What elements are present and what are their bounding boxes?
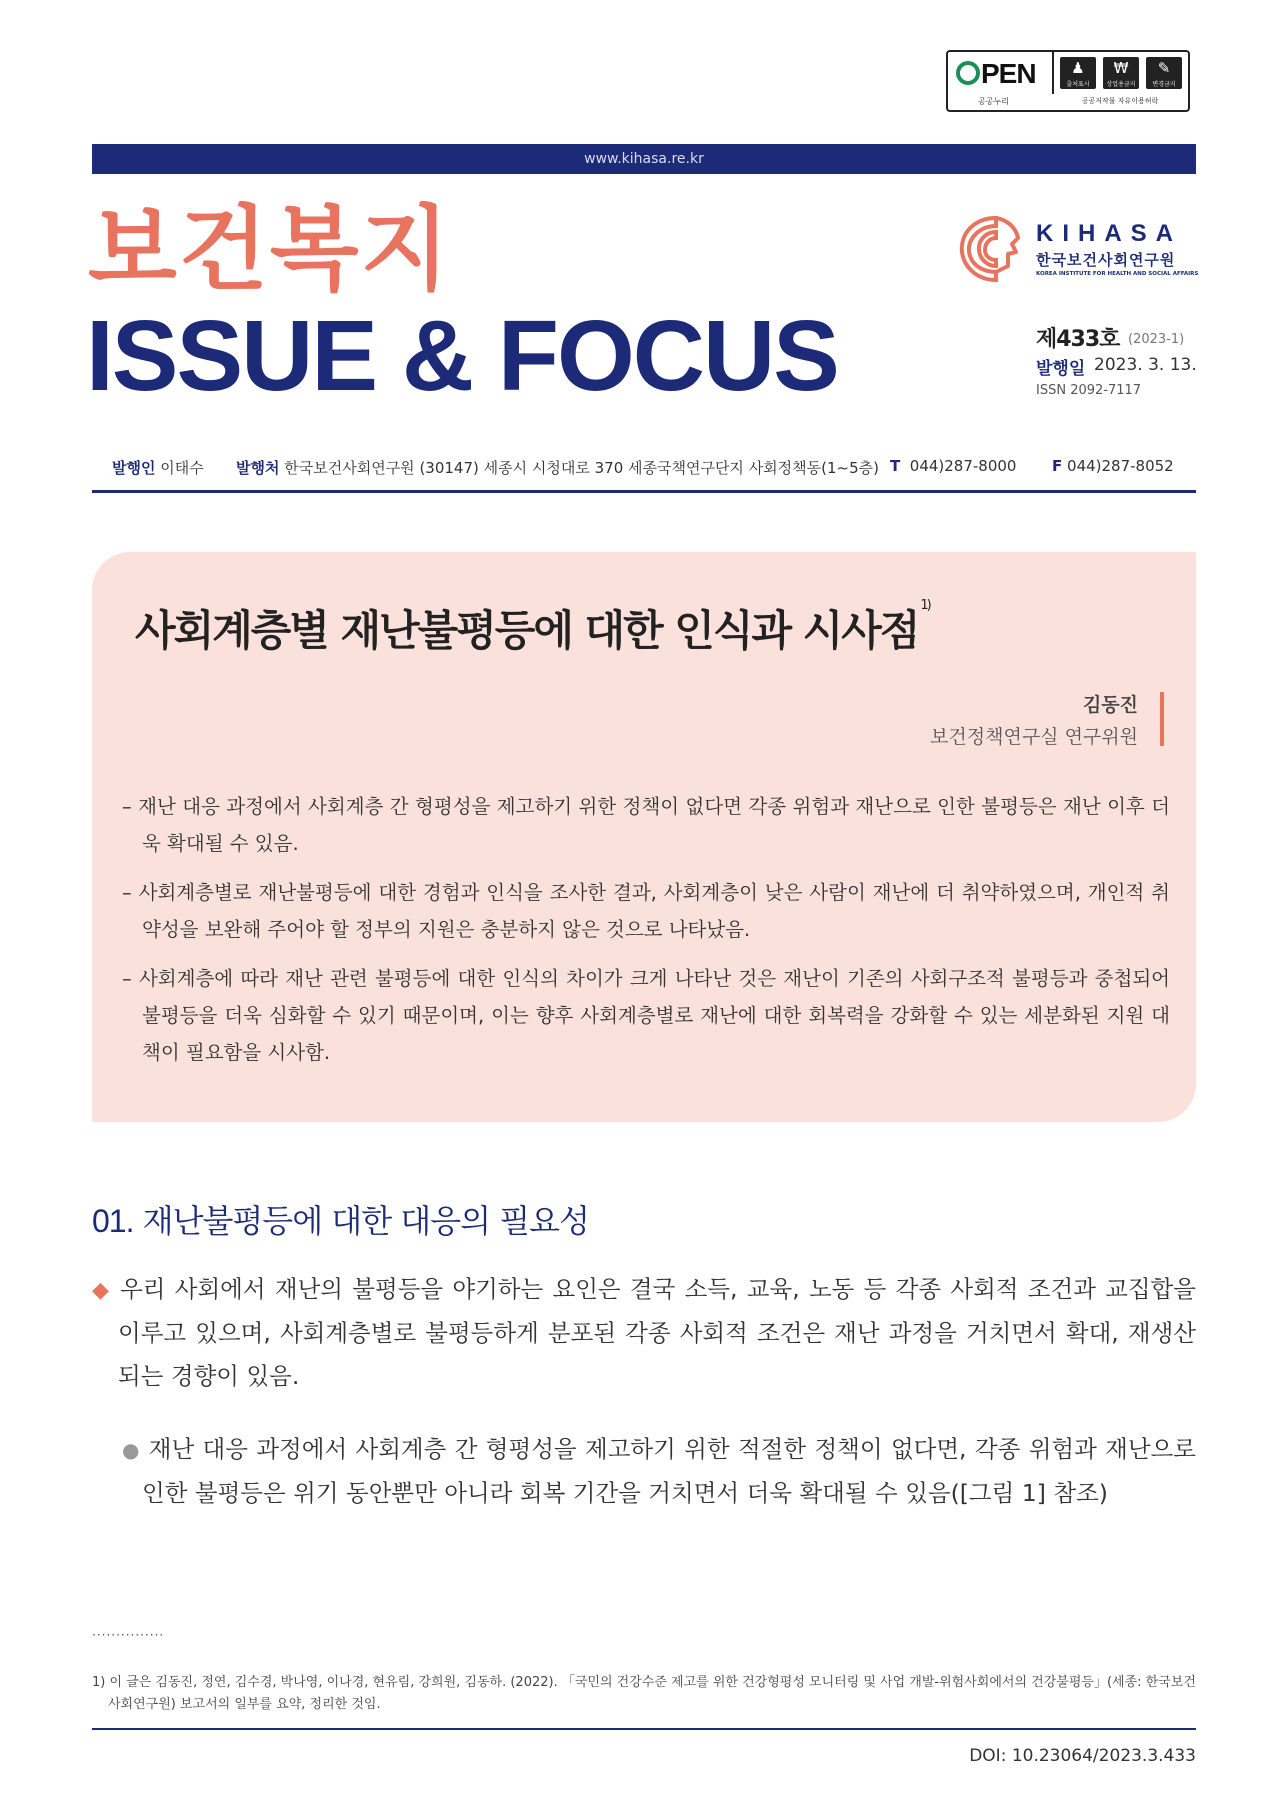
diamond-bullet-icon: ◆ xyxy=(92,1278,111,1303)
noncommercial-icon: ₩ 상업용금지 xyxy=(1103,57,1139,89)
publication-title-korean: 보건복지 xyxy=(88,196,452,303)
kihasa-head-logo-icon xyxy=(956,214,1024,284)
footnote: 1) 이 글은 김동진, 정연, 김수경, 박나영, 이나경, 현유림, 강희원, 김동하. (2022). 「국민의 건강수준 제고를 위한 건강형평성 모니터링 및 사업 개발-위험사회에서의 건강불평등」(세종: 한국보건사회연구원) 보고서의 일부를 요약, 정리한 것임. xyxy=(92,1675,1196,1712)
summary-item: – 사회계층에 따라 재난 관련 불평등에 대한 인식의 차이가 크게 나타난 것은 재난이 기존의 사회구조적 불평등과 중첩되어 불평등을 더욱 심화할 수 있기 때문이며, 이는 향후 사회계층별로 재난에 대한 회복력을 강화할 수 있는 세분화된 지원 대책이 필요함을 시사함. xyxy=(122,967,1170,1064)
dot-bullet-icon: ● xyxy=(122,1438,141,1462)
summary-item: – 사회계층별로 재난불평등에 대한 경험과 인식을 조사한 결과, 사회계층이 낮은 사람이 재난에 더 취약하였으며, 개인적 취약성을 보완해 주어야 할 정부의 지원은 충분하지 않은 것으로 나타났음. xyxy=(122,881,1170,941)
office-info xyxy=(236,457,879,478)
section-number: 01. xyxy=(92,1203,134,1239)
issue-sub-number: (2023-1) xyxy=(1128,332,1185,347)
open-o-icon xyxy=(956,61,980,85)
org-name-english-full: KOREA INSTITUTE FOR HEALTH AND SOCIAL AFFAIRS xyxy=(1036,271,1199,277)
pub-date: 2023. 3. 13. xyxy=(1094,355,1197,375)
summary-item: – 재난 대응 과정에서 사회계층 간 형평성을 제고하기 위한 정책이 없다면 각종 위험과 재난으로 인한 불평등은 재난 이후 더욱 확대될 수 있음. xyxy=(122,795,1170,855)
site-url[interactable]: www.kihasa.re.kr xyxy=(584,151,704,167)
issue-number: 제433호 xyxy=(1036,327,1120,352)
org-name-english: KIHASA xyxy=(1036,220,1183,247)
pub-date-label: 발행일 xyxy=(1036,359,1086,379)
open-sub-label: 공공누리 xyxy=(978,97,1009,106)
body-paragraph: ◆ 우리 사회에서 재난의 불평등을 야기하는 요인은 결국 소득, 교육, 노동 등 각종 사회적 조건과 교집합을 이루고 있으며, 사회계층별로 불평등하게 분포된 각종 사회적 조건은 재난 과정을 거치면서 확대, 재생산되는 경향이 있음. xyxy=(92,1275,1196,1390)
publication-title-english: ISSUE & FOCUS xyxy=(86,300,838,412)
meta-divider xyxy=(92,490,1196,493)
title-footnote-ref[interactable]: 1) xyxy=(920,598,930,613)
author-accent-bar xyxy=(1160,692,1164,746)
fax-info xyxy=(1052,457,1174,475)
open-license-badge xyxy=(946,50,1190,112)
org-name-korean: 한국보건사회연구원 xyxy=(1036,251,1176,269)
body-sub-paragraph: ● 재난 대응 과정에서 사회계층 간 형평성을 제고하기 위한 적절한 정책이 없다면, 각종 위험과 재난으로 인한 불평등은 위기 동안뿐만 아니라 회복 기간을 거치면서 더욱 확대될 수 있음([그림 1] 참조) xyxy=(122,1435,1196,1507)
issn: ISSN 2092-7117 xyxy=(1036,383,1142,398)
fax-number: 044)287-8052 xyxy=(1067,457,1174,475)
office-address: 한국보건사회연구원 (30147) 세종시 시청대로 370 세종국책연구단지 사회정책동(1~5층) xyxy=(284,459,879,477)
publisher-name: 이태수 xyxy=(160,459,204,477)
tel-info xyxy=(890,457,1016,475)
article-title: 사회계층별 재난불평등에 대한 인식과 시사점$^{1)}$ xyxy=(135,598,930,655)
author-affiliation: 보건정책연구실 연구위원 xyxy=(930,726,1138,748)
tel-label: T xyxy=(890,457,901,475)
author-name: 김동진 xyxy=(1082,694,1138,716)
tel-number: 044)287-8000 xyxy=(909,457,1017,475)
section-title: 재난불평등에 대한 대응의 필요성 xyxy=(142,1202,589,1240)
publisher-label: 발행인 xyxy=(112,459,156,477)
doi[interactable]: DOI: 10.23064/2023.3.433 xyxy=(969,1746,1196,1766)
footnote-separator: ··············· xyxy=(92,1628,165,1642)
office-label: 발행처 xyxy=(236,459,280,477)
fax-label: F xyxy=(1052,457,1063,475)
open-logo: PEN xyxy=(956,58,1036,90)
bottom-divider xyxy=(92,1728,1196,1730)
publisher-info xyxy=(112,457,204,478)
section-heading xyxy=(92,1196,589,1242)
attribution-icon: ♟ 출처표시 xyxy=(1060,57,1096,89)
license-icons xyxy=(1052,52,1188,94)
license-sub-label: 공공저작물 자유이용허락 xyxy=(1081,97,1159,105)
no-derivatives-icon: ✎ 변경금지 xyxy=(1146,57,1182,89)
